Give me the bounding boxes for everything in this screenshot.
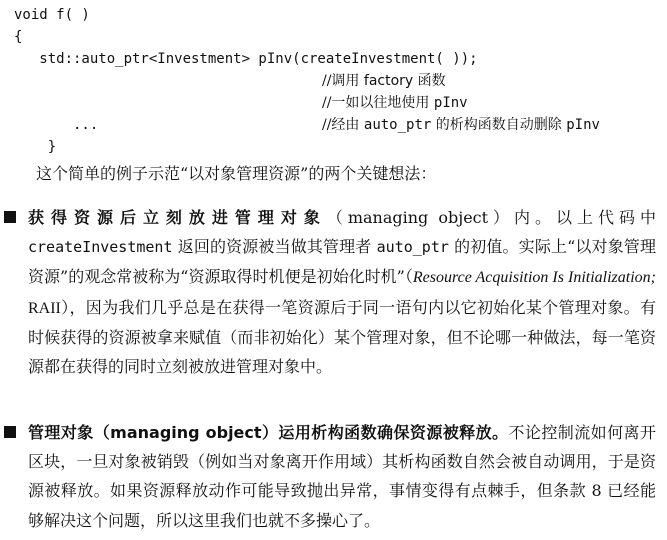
code-comment: //经由 auto_ptr 的析构函数自动删除 pInv — [322, 117, 600, 133]
code-line: } //经由 auto_ptr 的析构函数自动删除 pInv — [14, 114, 654, 136]
code-block — [14, 4, 654, 155]
square-bullet-icon — [4, 211, 16, 223]
code-comment: //一如以往地使用 pInv — [322, 95, 468, 111]
code-line: ... //一如以往地使用 pInv — [14, 92, 654, 114]
bullet-text: 管理对象（managing object）运用析构函数确保资源被释放。不论控制流如何离开区块，一旦对象被销毁（例如当对象离开作用域）其析构函数自然会被自动调用，于是资源被释放。如果资源释放动作可能导致抛出异常，事情变得有点棘手，但条款 8 已经能够解决这个问题，所以这里我们也就不多操心了。 — [28, 423, 656, 530]
square-bullet-icon — [4, 426, 16, 438]
code-line: std::auto_ptr<Investment> pInv(createInvestment( )); — [14, 51, 478, 67]
code-comment: //调用 factory 函数 — [322, 73, 446, 89]
bullet-text: 获得资源后立刻放进管理对象（managing object）内。以上代码中createInvestment 返回的资源被当做其管理者 auto_ptr 的初值。实际上“以对象管理资源”的观念常被称为“资源取得时机便是初始化时机”（Resource Acquisition Is Initialization; RAII），因为我们几乎总是在获得一笔资源后于同一语句内以它初始化某个管理对象。有时候获得的资源被拿来赋值（而非初始化）某个管理对象，但不论哪一种做法，每一笔资源都在获得的同时立刻被放进管理对象中。 — [28, 208, 656, 377]
intro-paragraph: 这个简单的例子示范“以对象管理资源”的两个关键想法： — [36, 164, 437, 183]
code-line: { — [14, 29, 23, 45]
code-line: void f( ) — [14, 7, 90, 23]
bullet-lead: 管理对象（managing object）运用析构函数确保资源被释放。 — [28, 423, 509, 442]
code-line — [14, 70, 654, 92]
bullet-item — [4, 203, 656, 381]
bullet-item — [4, 418, 656, 535]
bullet-lead: 获得资源后立刻放进管理对象 — [28, 208, 327, 227]
